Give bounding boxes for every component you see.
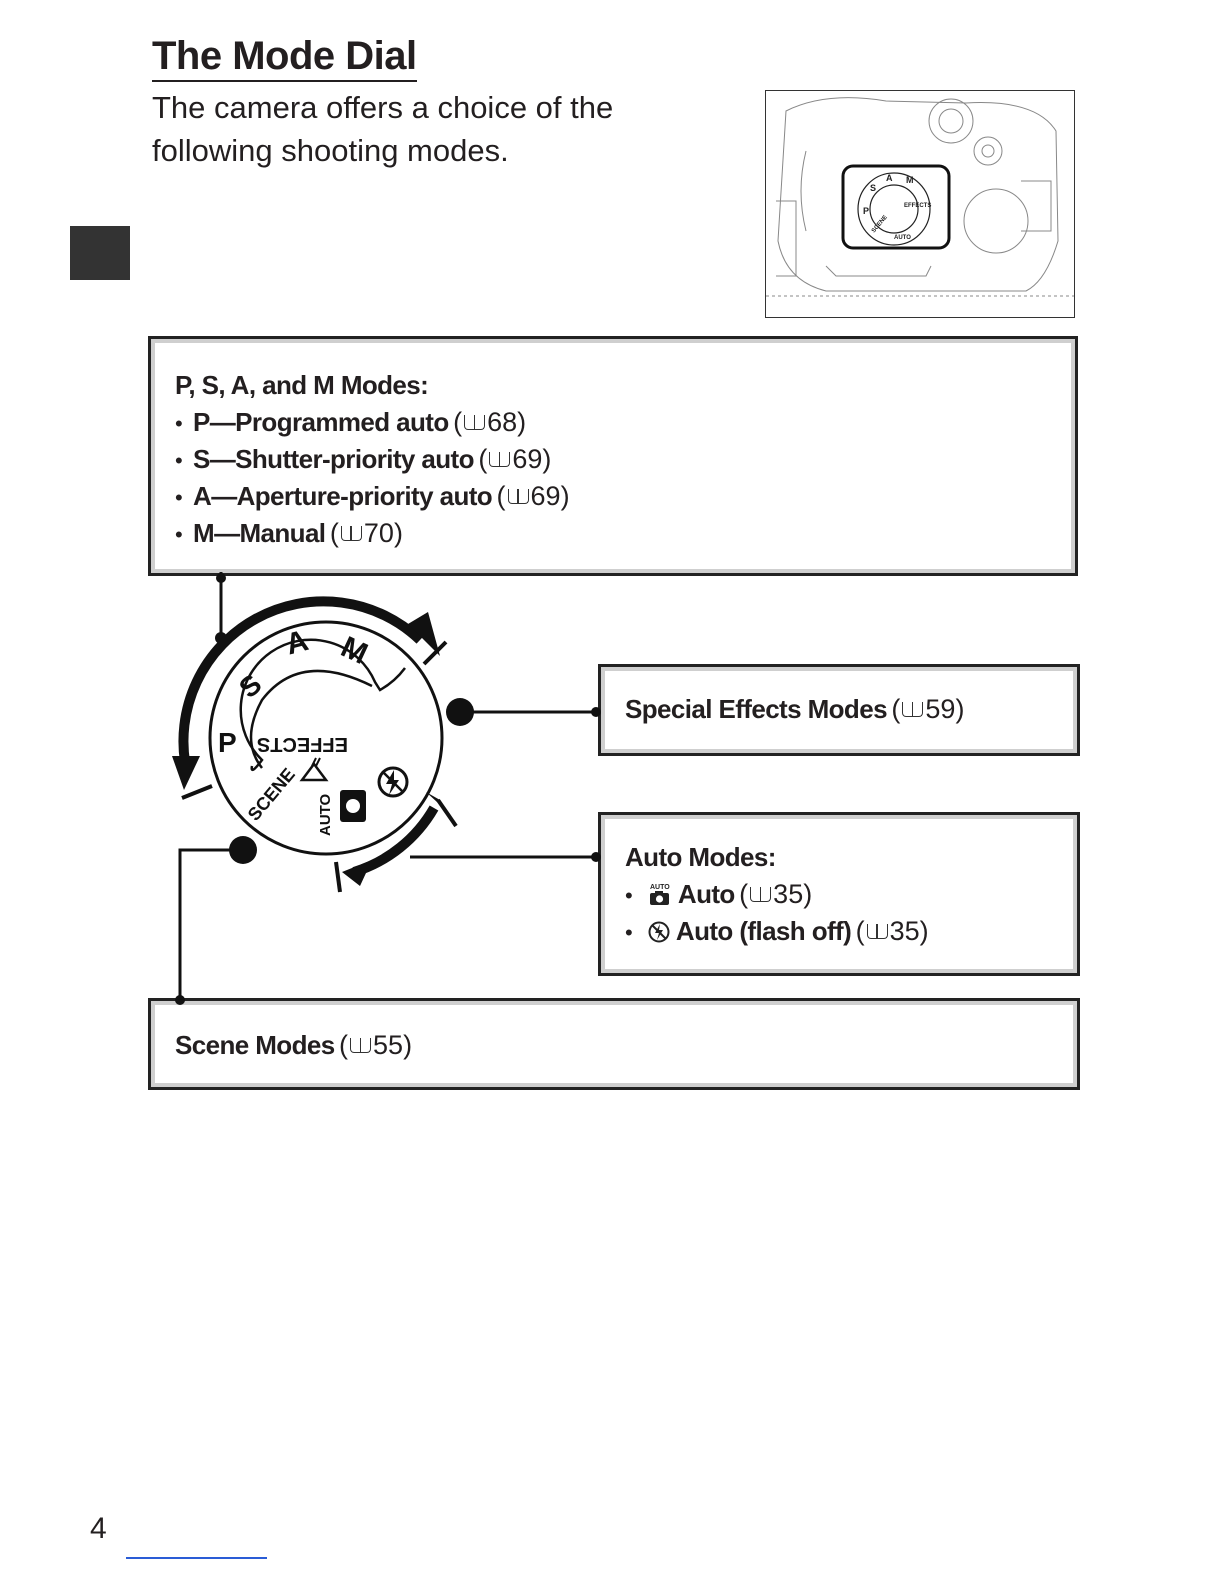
page-ref[interactable]: 35 (773, 879, 804, 909)
section-tab (70, 226, 130, 280)
thumb-dial-scene: SCENE (870, 214, 889, 235)
list-item: • A—Aperture-priority auto ( 69) (175, 481, 570, 511)
book-icon (867, 924, 888, 939)
thumb-dial-p: P (863, 206, 870, 216)
page-ref[interactable]: 59 (925, 694, 956, 724)
scene-connector (180, 850, 240, 1000)
effects-label: Special Effects Modes (625, 694, 887, 724)
page-ref[interactable]: 55 (373, 1030, 404, 1060)
page-ref[interactable]: 69 (530, 481, 561, 511)
page-ref[interactable]: 68 (487, 407, 518, 437)
scene-marker (229, 836, 257, 864)
svg-text:AUTO: AUTO (650, 884, 671, 891)
page-ref[interactable]: 35 (889, 916, 920, 946)
list-item: • P—Programmed auto ( 68) (175, 407, 527, 437)
camera-thumbnail (765, 90, 1075, 318)
page-ref[interactable]: 69 (512, 444, 543, 474)
list-item: • S—Shutter-priority auto ( 69) (175, 444, 552, 474)
dial-label-effects: EFFECTS (256, 733, 348, 755)
book-icon (489, 452, 510, 467)
list-item: • Auto (flash off) ( 35) (625, 916, 929, 946)
book-icon (350, 1038, 371, 1053)
arrow-head-left (172, 756, 200, 790)
auto-modes-box (598, 812, 1080, 976)
intro-text: The camera offers a choice of the following shooting modes. (152, 90, 614, 168)
book-icon (750, 887, 771, 902)
effects-marker (446, 698, 474, 726)
scene-modes-box: Scene Modes ( 55) (148, 998, 1080, 1090)
book-icon (341, 526, 362, 541)
book-icon (508, 489, 529, 504)
footer-rule (126, 1557, 267, 1559)
page-number: 4 (90, 1512, 107, 1545)
dial-label-p: P (218, 727, 237, 758)
scene-label: Scene Modes (175, 1030, 335, 1060)
dial-label-m: M (335, 630, 373, 671)
special-effects-box: Special Effects Modes ( 59) (598, 664, 1080, 756)
list-item: • M—Manual ( 70) (175, 518, 403, 548)
thumb-dial-m: M (906, 175, 914, 185)
thumb-dial-a: A (886, 173, 893, 183)
dial-label-a: A (282, 624, 312, 662)
thumb-dial-auto: AUTO (894, 235, 911, 241)
book-icon (464, 415, 485, 430)
mode-dial-diagram (150, 570, 610, 1015)
psam-modes-box (148, 336, 1078, 576)
psam-heading: P, S, A, and M Modes: (175, 370, 429, 400)
thumb-dial-effects: EFFECTS (904, 203, 932, 209)
list-item: • AUTO Auto ( 35) (625, 879, 813, 909)
thumb-dial-s: S (870, 183, 877, 193)
camera-top-illustration (766, 91, 1074, 317)
dial-label-auto: AUTO (317, 793, 334, 836)
page-title: The Mode Dial (152, 34, 417, 82)
page-ref[interactable]: 70 (363, 518, 394, 548)
auto-camera-icon (647, 882, 673, 906)
flash-off-icon (647, 920, 671, 944)
book-icon (902, 702, 923, 717)
dial-label-scene: SCENE (243, 764, 299, 825)
auto-heading: Auto Modes: (625, 842, 776, 872)
dial-auto-camera-icon (340, 790, 366, 822)
dial-label-s: S (233, 668, 268, 704)
